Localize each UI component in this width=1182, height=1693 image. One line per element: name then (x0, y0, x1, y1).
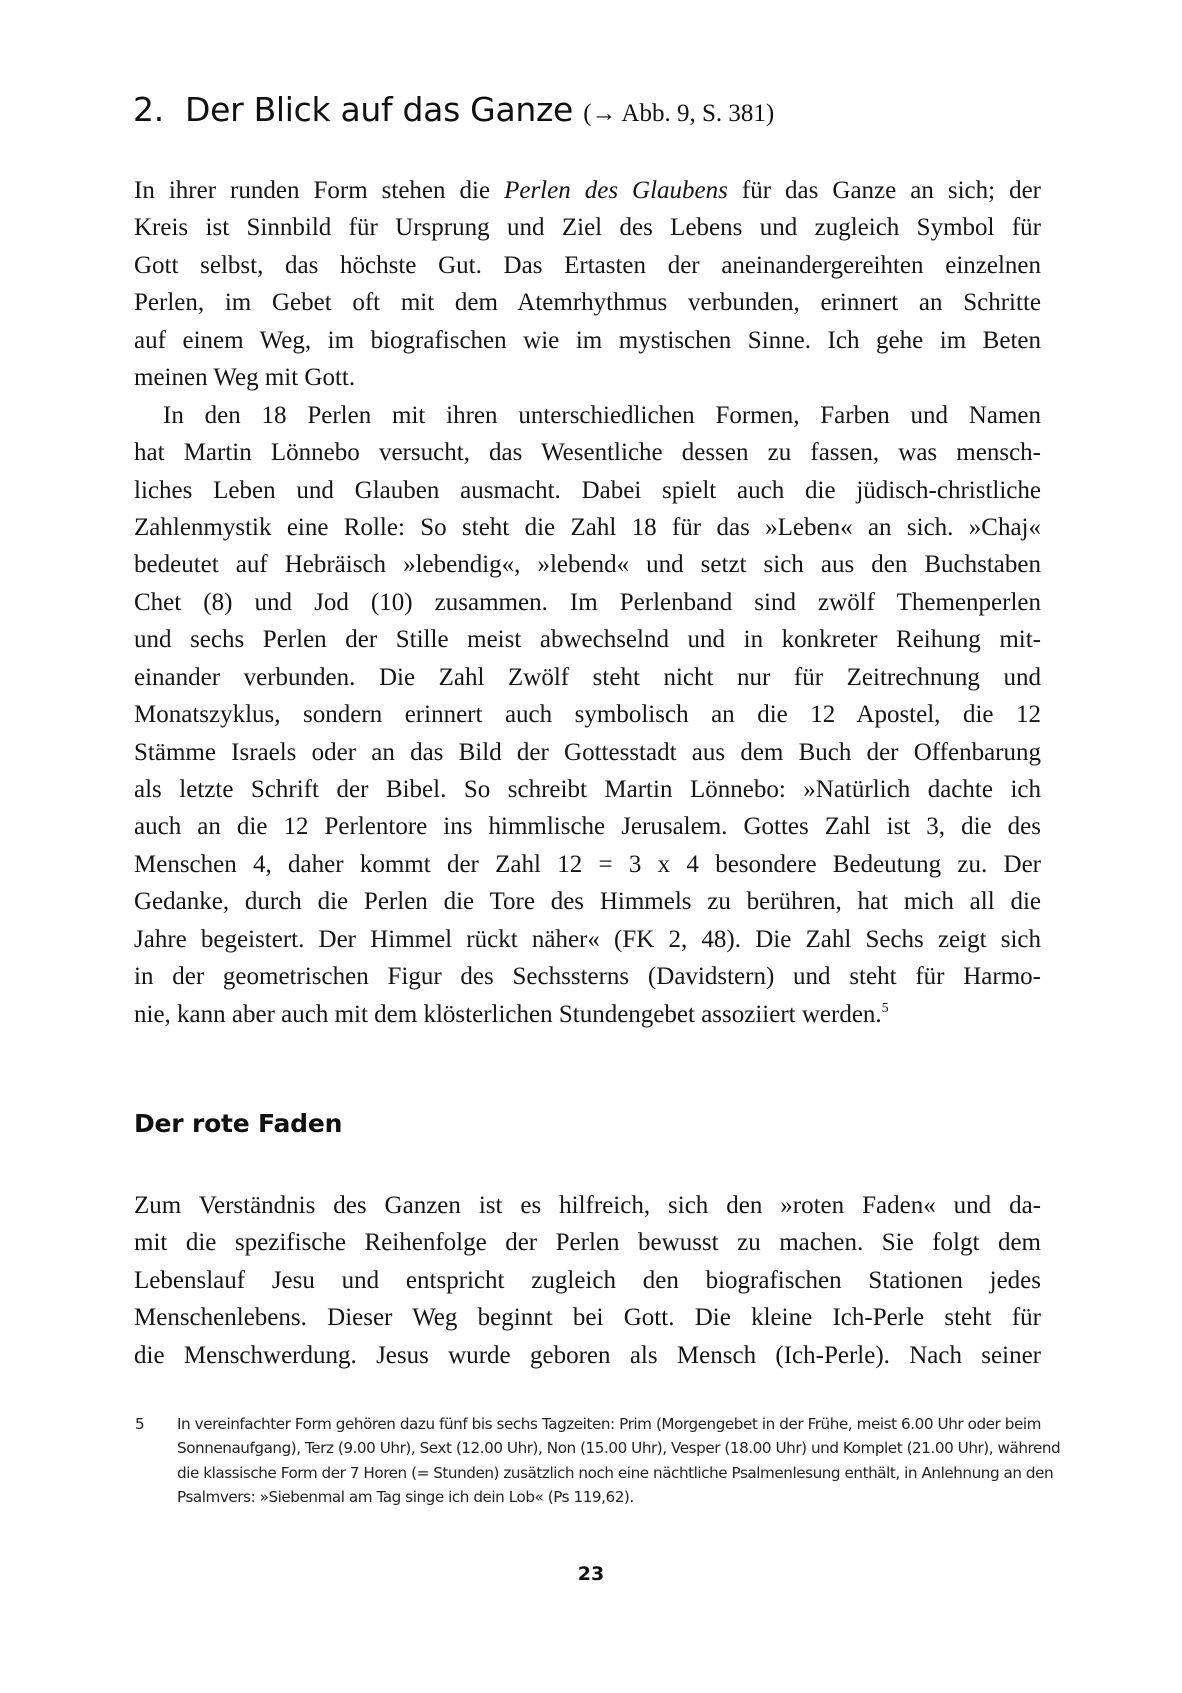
section-1-text (134, 172, 1041, 1033)
text-line: Menschen 4, daher kommt der Zahl 12 = 3 x 4 besondere Bedeutung zu. Der (134, 850, 1041, 878)
text-line: Menschenlebens. Dieser Weg beginnt bei Gott. Die kleine Ich-Perle steht für (134, 1304, 1041, 1332)
text-line: Zahlenmystik eine Rolle: So steht die Zahl 18 für das »Leben« an sich. »Chaj« (134, 513, 1041, 541)
text-line: Monatszyklus, sondern erinnert auch symbolisch an die 12 Apostel, die 12 (134, 701, 1041, 729)
text-line: liches Leben und Glauben ausmacht. Dabei spielt auch die jüdisch-christliche (134, 476, 1041, 504)
footnote-line: In vereinfachter Form gehören dazu fünf bis sechs Tagzeiten: Prim (Morgengebet in der Frühe, meist 6.00 Uhr oder beim (177, 1415, 1041, 1433)
text-line: in der geometrischen Figur des Sechssterns (Davidstern) und steht für Harmo- (134, 963, 1041, 991)
text-line: als letzte Schrift der Bibel. So schreibt Martin Lönnebo: »Natürlich dachte ich (134, 776, 1041, 803)
footnote-text (177, 1412, 1061, 1509)
text-line: Zum Verständnis des Ganzen ist es hilfreich, sich den »roten Faden« und da- (134, 1192, 1041, 1219)
text-line: Kreis ist Sinnbild für Ursprung und Ziel des Lebens und zugleich Symbol für (134, 214, 1041, 242)
footnote-marker[interactable]: 5 (881, 1000, 889, 1016)
text-line: und sechs Perlen der Stille meist abwechselnd und in konkreter Reihung mit- (134, 626, 1041, 654)
footnote-line: Sonnenaufgang), Terz (9.00 Uhr), Sext (12.00 Uhr), Non (15.00 Uhr), Vesper (18.00 Uhr) und Komplet (21.00 Uhr), während (177, 1439, 1061, 1458)
text-line: In ihrer runden Form stehen die Perlen des Glaubens für das Ganze an sich; der (134, 177, 1041, 204)
text-line: mit die spezifische Reihenfolge der Perlen bewusst zu machen. Sie folgt dem (134, 1229, 1041, 1257)
chapter-title: Der Blick auf das Ganze (185, 90, 574, 129)
figure-reference: (→ Abb. 9, S. 381) (583, 100, 775, 127)
text-line: Chet (8) und Jod (10) zusammen. Im Perlenband sind zwölf Themenperlen (134, 588, 1041, 616)
text-line: meinen Weg mit Gott. (134, 364, 356, 392)
text-line: die Menschwerdung. Jesus wurde geboren als Mensch (Ich-Perle). Nach seiner (134, 1341, 1041, 1369)
text-line: einander verbunden. Die Zahl Zwölf steht nicht nur für Zeitrechnung und (134, 663, 1041, 691)
footnote-line: Psalmvers: »Siebenmal am Tag singe ich dein Lob« (Ps 119,62). (177, 1487, 634, 1506)
text-line: Gott selbst, das höchste Gut. Das Ertasten der aneinandergereihten einzelnen (134, 251, 1041, 279)
chapter-number: 2. (133, 90, 164, 129)
chapter-heading (133, 88, 1053, 136)
text-line: auch an die 12 Perlentore ins himmlische Jerusalem. Gottes Zahl ist 3, die des (134, 813, 1041, 841)
text-line: nie, kann aber auch mit dem klösterlichen Stundengebet assoziiert werden.$^5$ (134, 1000, 889, 1028)
page-number: 23 (577, 1563, 605, 1585)
text-line: Stämme Israels oder an das Bild der Gottesstadt aus dem Buch der Offenbarung (134, 738, 1041, 766)
text-line: Jahre begeistert. Der Himmel rückt näher« (FK 2, 48). Die Zahl Sechs zeigt sich (134, 925, 1041, 953)
section-2-text (134, 1187, 1041, 1374)
footnote-line: die klassische Form der 7 Horen (= Stunden) zusätzlich noch eine nächtliche Psalmenlesung enthält, in Anlehnung an den (177, 1463, 1054, 1482)
text-line: bedeutet auf Hebräisch »lebendig«, »lebend« und setzt sich aus den Buchstaben (134, 551, 1041, 579)
text-line: Lebenslauf Jesu und entspricht zugleich den biografischen Stationen jedes (134, 1266, 1041, 1294)
text-line: auf einem Weg, im biografischen wie im mystischen Sinne. Ich gehe im Beten (134, 326, 1041, 354)
text-line: hat Martin Lönnebo versucht, das Wesentliche dessen zu fassen, was mensch- (134, 439, 1041, 467)
text-line: Perlen, im Gebet oft mit dem Atemrhythmus verbunden, erinnert an Schritte (134, 289, 1041, 317)
text-line: Gedanke, durch die Perlen die Tore des Himmels zu berühren, hat mich all die (134, 888, 1041, 916)
book-title-emphasis: Perlen des Glaubens (504, 177, 728, 204)
section-subheading: Der rote Faden (134, 1109, 343, 1138)
footnote-number: 5 (135, 1415, 145, 1433)
text-line: In den 18 Perlen mit ihren unterschiedlichen Formen, Farben und Namen (163, 401, 1041, 429)
